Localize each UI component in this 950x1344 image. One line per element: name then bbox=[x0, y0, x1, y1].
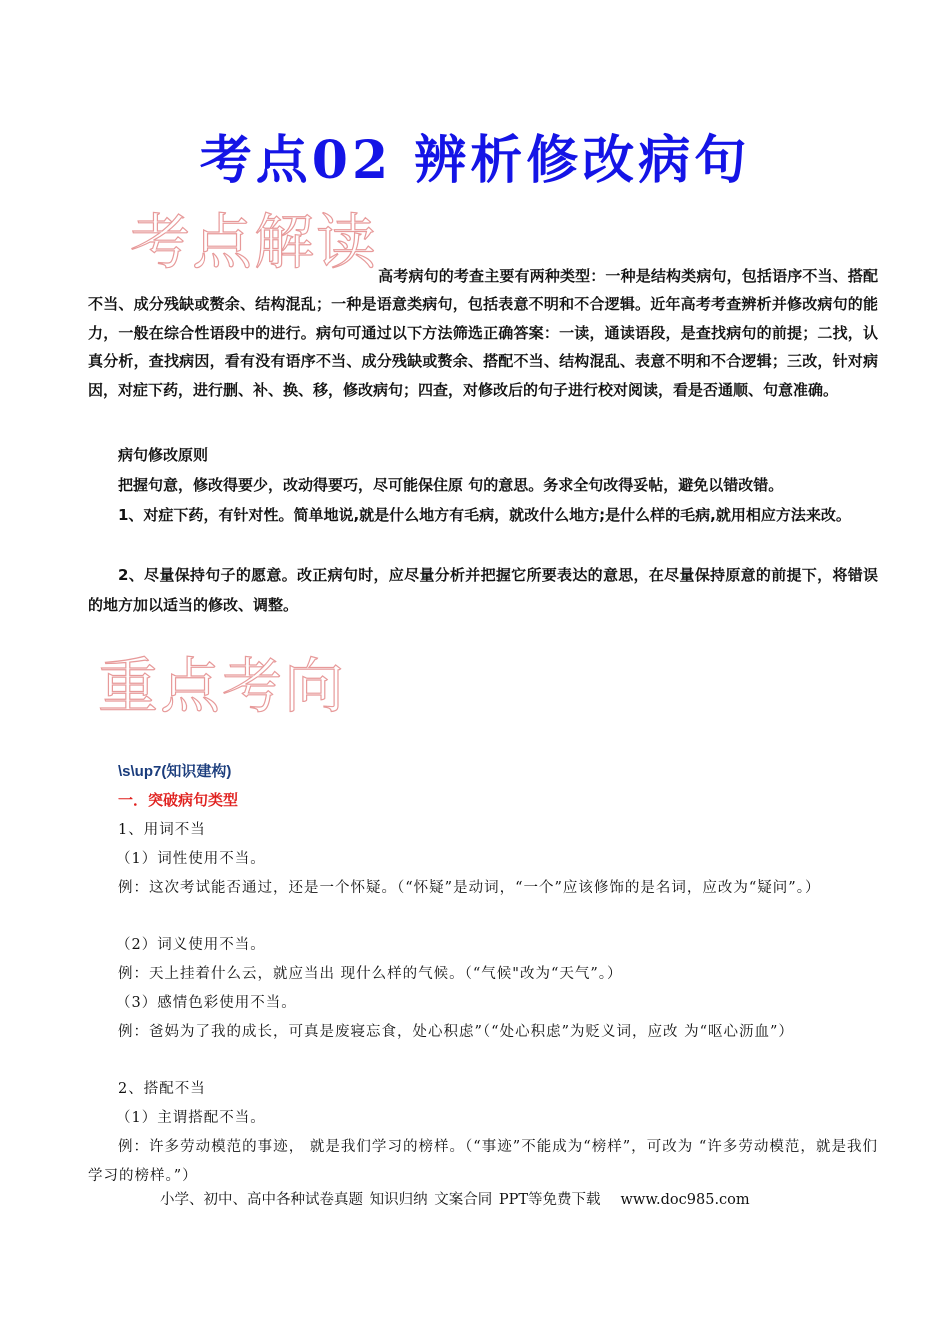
page-title: 考点02 辨析修改病句 bbox=[199, 130, 751, 191]
footer-text: 小学、初中、高中各种试卷真题 知识归纳 文案合同 PPT等免费下载 bbox=[160, 1192, 601, 1208]
rule-1: 1、对症下药，有针对性。简单地说,就是什么地方有毛病，就改什么地方;是什么样的毛病,就用相应方法来改。 bbox=[118, 506, 851, 524]
intro-paragraph bbox=[88, 262, 878, 404]
footer-site-link[interactable]: www.doc985.com bbox=[620, 1192, 750, 1208]
list-item: （3）感情色彩使用不当。 bbox=[116, 995, 297, 1011]
rule-2: 2、尽量保持句子的愿意。改正病句时，应尽量分析并把握它所要表达的意思，在尽量保持原意的前提下，将错误的地方加以适当的修改、调整。 bbox=[88, 566, 878, 614]
list-item: （1）词性使用不当。 bbox=[116, 851, 266, 867]
list-item: 1、用词不当 bbox=[118, 822, 206, 838]
principle-title: 病句修改原则 bbox=[118, 446, 209, 464]
list-item: 例：许多劳动模范的事迹， 就是我们学习的榜样。（“事迹”不能成为“榜样”，可改为 “许多劳动模范，就是我们学习的榜样。”） bbox=[88, 1139, 878, 1184]
footer bbox=[160, 1188, 750, 1209]
knowledge-label: \s\up7(知识建构) bbox=[118, 763, 232, 780]
intro-text: 高考病句的考查主要有两种类型：一种是结构类病句，包括语序不当、搭配不当、成分残缺或赘余、结构混乱；一种是语意类病句，包括表意不明和不合逻辑。近年高考考查辨析并修改病句的能力，一般在综合性语段中的进行。病句可通过以下方法筛选正确答案：一读，通读语段，是查找病句的前提；二找，认真分析，查找病因，看有没有语序不当、成分残缺或赘余、搭配不当、结构混乱、表意不明和不合逻辑；三改，针对病因，对症下药，进行删、补、换、移，修改病句；四查，对修改后的句子进行校对阅读，看是否通顺、句意准确。 bbox=[88, 267, 878, 399]
list-item: 例：爸妈为了我的成长，可真是废寝忘食，处心积虑”（“处心积虑”为贬义词，应改 为“呕心沥血”） bbox=[118, 1024, 794, 1040]
heading-interpretation: 考点解读 bbox=[130, 208, 378, 278]
list-item: 例：天上挂着什么云，就应当出 现什么样的气候。（“气候"改为“天气”。） bbox=[118, 966, 623, 982]
list-item: 例：这次考试能否通过，还是一个怀疑。（“怀疑”是动词，“一个”应该修饰的是名词，应改为“疑问”。） bbox=[118, 880, 821, 896]
list-item: （1）主谓搭配不当。 bbox=[116, 1110, 266, 1126]
section-title: 一．突破病句类型 bbox=[118, 791, 239, 809]
principle-text: 把握句意，修改得要少，改动得要巧，尽可能保住原 句的意思。务求全句改得妥帖，避免以错改错。 bbox=[118, 476, 784, 494]
list-item: （2）词义使用不当。 bbox=[116, 937, 266, 953]
list-item: 2、搭配不当 bbox=[118, 1081, 206, 1097]
heading-key-direction: 重点考向 bbox=[98, 652, 346, 722]
